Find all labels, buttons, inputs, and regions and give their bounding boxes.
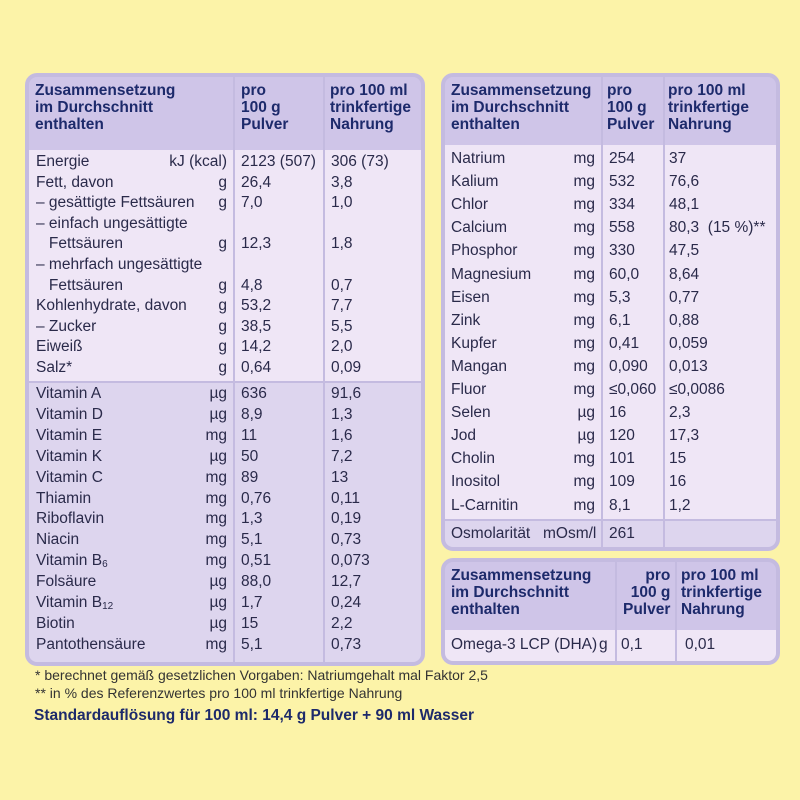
value-per-100ml: 0,88	[669, 311, 700, 329]
nutrient-name: Salz*	[36, 359, 73, 376]
value-per-100ml: 80,3 (15 %)**	[669, 219, 766, 237]
table-row	[29, 213, 421, 234]
value-per-100ml: 0,77	[669, 288, 700, 306]
nutrient-unit: µg	[209, 447, 227, 465]
nutrient-unit: g	[218, 173, 227, 191]
nutrient-name: Vitamin $B_6$	[36, 552, 108, 571]
value-per-100g: 1,7	[241, 594, 263, 611]
value-per-100ml: 2,3	[669, 404, 691, 422]
table-row	[445, 240, 776, 261]
table-row	[445, 448, 776, 469]
value-per-100g: 0,64	[241, 359, 272, 376]
nutrient-name: Calcium	[451, 219, 507, 237]
nutrient-name: Energie	[36, 153, 90, 170]
value-per-100ml: 1,3	[331, 405, 353, 423]
omega-table	[441, 558, 780, 665]
nutrient-unit: kJ (kcal)	[169, 153, 227, 170]
nutrient-name: Vitamin K	[36, 447, 103, 465]
value-per-100g: 109	[609, 473, 635, 491]
nutrient-name: Vitamin D	[36, 405, 103, 423]
table-row	[29, 336, 421, 357]
nutrient-name: Biotin	[36, 614, 75, 632]
nutrient-name: Chlor	[451, 196, 489, 214]
value-per-100g: 558	[609, 219, 635, 237]
table-row	[445, 287, 776, 308]
value-per-100ml: 0,059	[669, 334, 708, 352]
nutrient-unit: µg	[209, 614, 227, 632]
header-col-ready: pro 100 ml trinkfertige Nahrung	[330, 82, 411, 133]
table-row	[29, 488, 421, 509]
value-per-100g: 334	[609, 196, 635, 214]
nutrient-unit: g	[218, 359, 227, 376]
nutrient-name: L-Carnitin	[451, 496, 519, 514]
nutrient-name: Riboflavin	[36, 510, 105, 528]
value-per-100ml: 0,013	[669, 357, 708, 375]
nutrient-unit: µg	[209, 385, 227, 402]
table-row	[445, 148, 776, 169]
table-row	[445, 425, 776, 446]
value-per-100ml: 1,8	[331, 235, 353, 253]
nutrient-unit: mg	[573, 496, 595, 514]
nutrient-name: Thiamin	[36, 489, 92, 507]
table-row	[445, 264, 776, 285]
table-row	[445, 356, 776, 377]
nutrient-unit: mg	[573, 473, 595, 491]
nutrient-name: Fluor	[451, 381, 487, 398]
value-per-100g: 60,0	[609, 265, 640, 283]
table-row	[29, 316, 421, 337]
value-per-100ml: 0,73	[331, 531, 362, 549]
value-per-100g: 12,3	[241, 235, 272, 253]
nutrient-name: Niacin	[36, 531, 80, 549]
table-row	[445, 171, 776, 192]
value-per-100g: 7,0	[241, 194, 263, 212]
value-per-100g: 120	[609, 427, 635, 445]
nutrient-name: Pantothensäure	[36, 635, 146, 653]
value-per-100ml: 17,3	[669, 427, 700, 445]
table-row	[29, 383, 421, 404]
nutrient-name: Fettsäuren	[36, 235, 124, 253]
omega-row: Omega-3 LCP (DHA) g 0,1 0,01	[445, 630, 776, 661]
nutrient-name: Vitamin A	[36, 385, 102, 402]
value-per-100ml: 12,7	[331, 573, 362, 591]
nutrient-name: Cholin	[451, 450, 495, 468]
value-per-100ml: 5,5	[331, 317, 353, 335]
value-per-100ml: 7,7	[331, 297, 353, 315]
nutrient-unit: mg	[573, 150, 595, 167]
table-row	[29, 425, 421, 446]
table-header	[445, 77, 776, 145]
table-row	[445, 402, 776, 423]
nutrient-unit: mg	[573, 334, 595, 352]
table-row	[445, 217, 776, 238]
nutrient-name: Vitamin E	[36, 426, 103, 444]
value-per-100g: 4,8	[241, 276, 263, 294]
nutrient-unit: mg	[205, 426, 227, 444]
nutrition-table-left	[25, 73, 425, 666]
nutrient-unit: mg	[573, 450, 595, 468]
table-row	[29, 172, 421, 193]
value-per-100ml: 48,1	[669, 196, 700, 214]
nutrient-name: Kohlenhydrate, davon	[36, 297, 187, 315]
value-per-100ml: 0,24	[331, 594, 362, 611]
value-per-100ml: 8,64	[669, 265, 700, 283]
table-row	[445, 471, 776, 492]
nutrient-unit: mg	[573, 196, 595, 214]
value-per-100ml: 47,5	[669, 242, 700, 260]
table-row	[29, 529, 421, 550]
nutrient-unit: g	[218, 338, 227, 356]
table-row	[29, 446, 421, 467]
nutrient-unit: mg	[573, 219, 595, 237]
value-per-100ml: 76,6	[669, 173, 700, 191]
value-per-100ml: 1,0	[331, 194, 353, 212]
value-per-100ml: 2,0	[331, 338, 353, 356]
nutrient-unit: g	[218, 317, 227, 335]
header-col-powder: pro 100 g Pulver	[607, 82, 655, 133]
nutrients-section	[29, 150, 421, 381]
table-row	[445, 310, 776, 331]
value-per-100g: 8,1	[609, 496, 631, 514]
nutrient-unit: mg	[573, 242, 595, 260]
nutrient-name: – einfach ungesättigte	[36, 214, 188, 232]
table-row	[29, 254, 421, 275]
value-per-100ml: 15	[669, 450, 687, 468]
table-row	[29, 192, 421, 213]
nutrient-unit: µg	[577, 427, 595, 445]
nutrient-unit: g	[218, 276, 227, 294]
nutrient-unit: mg	[573, 357, 595, 375]
table-row	[29, 550, 421, 571]
nutrient-unit: g	[218, 297, 227, 315]
value-per-100ml: 7,2	[331, 447, 353, 465]
nutrient-unit: mg	[205, 489, 227, 507]
value-per-100ml: 0,7	[331, 276, 353, 294]
table-row	[29, 275, 421, 296]
value-per-100ml: 16	[669, 473, 687, 491]
value-per-100g: 0,41	[609, 334, 640, 352]
nutrient-name: Mangan	[451, 357, 508, 375]
value-per-100g: 50	[241, 447, 259, 465]
value-per-100ml: 1,2	[669, 496, 691, 514]
header-col-powder: pro 100 g Pulver	[623, 567, 671, 618]
value-per-100g: 53,2	[241, 297, 272, 315]
nutrient-unit: g	[218, 235, 227, 253]
table-row	[29, 467, 421, 488]
nutrient-name: Inositol	[451, 473, 501, 491]
nutrient-name: Fettsäuren	[36, 276, 124, 294]
nutrient-unit: mg	[205, 510, 227, 528]
value-per-100ml: 2,2	[331, 614, 353, 632]
value-per-100g: 6,1	[609, 311, 631, 329]
table-row	[29, 151, 421, 172]
table-row	[445, 333, 776, 354]
value-per-100g: 0,76	[241, 489, 272, 507]
value-per-100ml: 0,073	[331, 552, 370, 570]
value-per-100ml: 91,6	[331, 385, 362, 402]
nutrient-name: Phosphor	[451, 242, 518, 260]
value-per-100g: 5,1	[241, 531, 263, 549]
nutrient-name: Vitamin $B_{12}$	[36, 594, 114, 612]
osmolarity-row: Osmolarität mOsm/l 261	[445, 521, 776, 547]
value-per-100g: 1,3	[241, 510, 263, 528]
value-per-100g: 0,51	[241, 552, 272, 570]
nutrient-name: Kupfer	[451, 334, 497, 352]
value-per-100g: 11	[241, 426, 258, 444]
value-per-100g: 101	[609, 450, 635, 468]
table-row	[445, 495, 776, 516]
value-per-100g: 5,1	[241, 635, 263, 653]
nutrient-name: Selen	[451, 404, 491, 422]
nutrient-unit: mg	[573, 311, 595, 329]
nutrient-unit: µg	[209, 594, 227, 611]
nutrient-unit: mg	[573, 265, 595, 283]
nutrient-unit: µg	[209, 405, 227, 423]
table-row	[445, 194, 776, 215]
header-col-name: Zusammensetzung im Durchschnitt enthalten	[35, 82, 176, 133]
nutrient-name: – gesättigte Fettsäuren	[36, 194, 195, 212]
value-per-100g: 330	[609, 242, 635, 260]
value-per-100ml: 37	[669, 150, 687, 167]
nutrition-table-right	[441, 73, 780, 551]
value-per-100g: 26,4	[241, 173, 272, 191]
header-col-name: Zusammensetzung im Durchschnitt enthalten	[451, 82, 592, 133]
table-row	[29, 357, 421, 378]
value-per-100g: 2123 (507)	[241, 153, 316, 170]
nutrient-unit: mg	[573, 381, 595, 398]
nutrient-name: Fett, davon	[36, 173, 114, 191]
table-header	[445, 562, 776, 630]
value-per-100ml: 0,11	[331, 489, 361, 507]
nutrient-unit: mg	[205, 468, 227, 486]
table-row	[29, 404, 421, 425]
value-per-100ml: 0,09	[331, 359, 362, 376]
nutrient-name: – Zucker	[36, 317, 97, 335]
nutrient-name: Eiweiß	[36, 338, 83, 356]
nutrient-unit: mg	[205, 635, 227, 653]
nutrient-unit: µg	[209, 573, 227, 591]
nutrient-unit: g	[218, 194, 227, 212]
nutrient-unit: mg	[205, 552, 227, 570]
value-per-100g: 38,5	[241, 317, 272, 335]
value-per-100ml: ≤0,0086	[669, 381, 725, 398]
value-per-100g: ≤0,060	[609, 381, 657, 398]
nutrient-name: Folsäure	[36, 573, 97, 591]
value-per-100ml: 1,6	[331, 426, 353, 444]
footnote-salt: * berechnet gemäß gesetzlichen Vorgaben: Natriumgehalt mal Faktor 2,5	[35, 667, 488, 683]
value-per-100g: 14,2	[241, 338, 272, 356]
value-per-100g: 89	[241, 468, 259, 486]
nutrient-name: Magnesium	[451, 265, 532, 283]
table-row	[29, 571, 421, 592]
standard-dilution: Standardauflösung für 100 ml: 14,4 g Pulver + 90 ml Wasser	[34, 707, 475, 724]
value-per-100g: 532	[609, 173, 635, 191]
value-per-100ml: 0,73	[331, 635, 362, 653]
table-row	[29, 233, 421, 254]
table-row	[29, 613, 421, 634]
table-row	[29, 295, 421, 316]
nutrient-unit: mg	[573, 288, 595, 306]
value-per-100g: 254	[609, 150, 635, 167]
nutrient-name: Zink	[451, 311, 481, 329]
nutrient-name: Eisen	[451, 288, 490, 306]
header-col-name: Zusammensetzung im Durchschnitt enthalten	[451, 567, 592, 618]
value-per-100g: 15	[241, 614, 259, 632]
value-per-100ml: 3,8	[331, 173, 353, 191]
value-per-100g: 8,9	[241, 405, 263, 423]
header-col-ready: pro 100 ml trinkfertige Nahrung	[668, 82, 749, 133]
nutrient-name: Kalium	[451, 173, 499, 191]
footnote-reference: ** in % des Referenzwertes pro 100 ml trinkfertige Nahrung	[35, 685, 403, 701]
nutrient-name: – mehrfach ungesättigte	[36, 256, 203, 273]
value-per-100g: 88,0	[241, 573, 272, 591]
value-per-100g: 16	[609, 404, 627, 422]
value-per-100g: 0,090	[609, 357, 648, 375]
value-per-100ml: 0,19	[331, 510, 362, 528]
minerals-section	[445, 145, 776, 519]
nutrient-name: Jod	[451, 427, 476, 445]
value-per-100g: 5,3	[609, 288, 631, 306]
nutrient-name: Vitamin C	[36, 468, 103, 486]
nutrient-unit: mg	[573, 173, 595, 191]
table-row	[445, 379, 776, 400]
value-per-100ml: 306 (73)	[331, 153, 389, 170]
nutrient-unit: µg	[577, 404, 595, 422]
table-row	[29, 592, 421, 613]
header-col-powder: pro 100 g Pulver	[241, 82, 289, 133]
value-per-100ml: 13	[331, 468, 349, 486]
header-col-ready: pro 100 ml trinkfertige Nahrung	[681, 567, 762, 618]
vitamins-section	[29, 383, 421, 662]
table-header	[29, 77, 421, 150]
value-per-100g: 636	[241, 385, 267, 402]
nutrient-name: Natrium	[451, 150, 506, 167]
table-row	[29, 634, 421, 655]
nutrient-unit: mg	[205, 531, 227, 549]
table-row	[29, 508, 421, 529]
